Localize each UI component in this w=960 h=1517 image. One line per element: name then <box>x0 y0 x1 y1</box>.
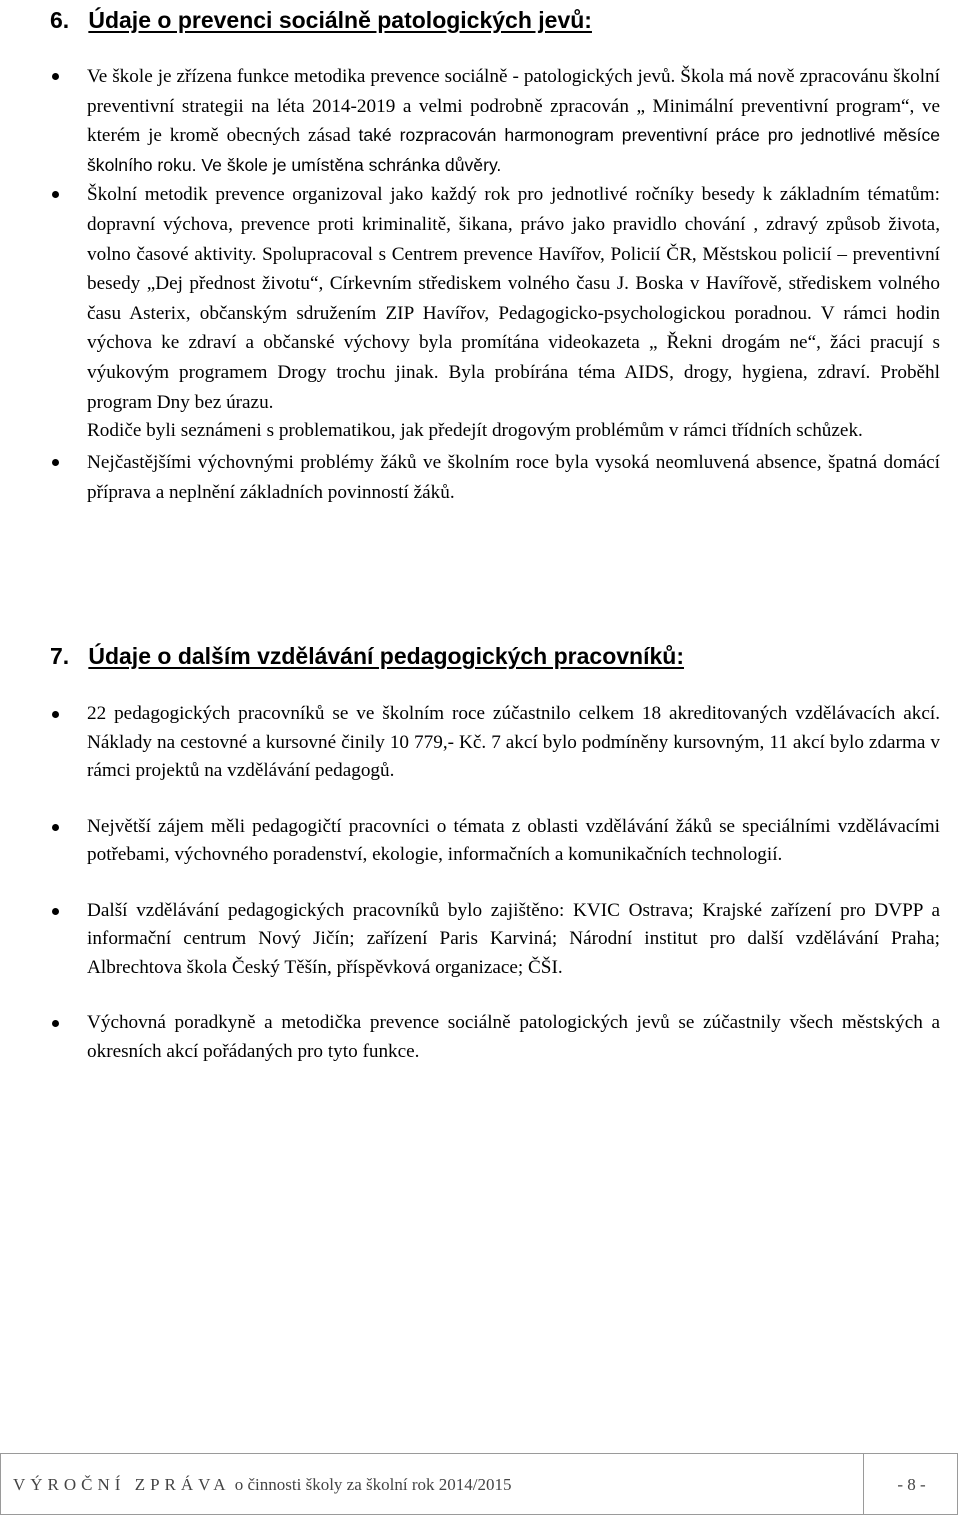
section-7-number: 7. <box>50 643 70 669</box>
list-item <box>0 448 960 507</box>
bullet-icon <box>52 1020 59 1027</box>
item-text: Největší zájem měli pedagogičtí pracovníci o témata z oblasti vzdělávání žáků se speciálními vzdělávacími potřebami, výchovného poradenství, ekologie, informačních a komunikačních technologií. <box>87 815 940 865</box>
item-text: Ve škole je zřízena funkce metodika prevence sociálně - patologických jevů. Škola má nově zpracovánu školní preventivní strategii na léta 2014-2019 a velmi podrobně zpracován „ Minimální preventivní program“, ve kterém je kromě obecných zásad <box>87 66 940 147</box>
item-text-sans: také rozpracován harmonogram preventivní práce pro jednotlivé měsíce školního roku. Ve škole je umístěna schránka důvěry. <box>87 125 941 175</box>
section-7-title: Údaje o dalším vzdělávání pedagogických pracovníků: <box>88 643 684 669</box>
item-text: Výchovná poradkyně a metodička prevence sociálně patologických jevů se zúčastnily všech městských a okresních akcí pořádaných pro tyto funkce. <box>87 1012 940 1062</box>
bullet-icon <box>52 711 59 718</box>
bullet-icon <box>52 73 59 80</box>
section-6-heading <box>50 6 592 34</box>
section-6-number: 6. <box>50 7 70 33</box>
footer-report-info <box>13 1474 511 1496</box>
item-text: Nejčastějšími výchovnými problémy žáků ve školním roce byla vysoká neomluvená absence, špatná domácí příprava a neplnění základních povinností žáků. <box>87 452 940 503</box>
section-6-title: Údaje o prevenci sociálně patologických jevů: <box>88 7 592 33</box>
list-item <box>0 62 960 180</box>
bullet-icon <box>52 191 59 198</box>
item-paragraph: Rodiče byli seznámeni s problematikou, jak předejít drogovým problémům v rámci třídních schůzek. <box>87 420 863 442</box>
list-item <box>0 813 960 870</box>
item-text: 22 pedagogických pracovníků se ve školním roce zúčastnilo celkem 18 akreditovaných vzdělávacích akcí. Náklady na cestovné a kursovné činily 10 779,- Kč. 7 akcí bylo podmíněny kursovným, 11 akcí bylo zdarma v rámci projektů na vzdělávání pedagogů. <box>87 703 940 781</box>
bullet-icon <box>52 908 59 915</box>
section-7-list <box>0 700 960 1093</box>
list-item <box>0 1009 960 1066</box>
item-text: Školní metodik prevence organizoval jako každý rok pro jednotlivé ročníky besedy k základním tématům: dopravní výchova, prevence proti kriminalitě, šikana, právo jako pravidlo chování , zdravý způsob života, volno časové aktivity. Spolupracoval s Centrem prevence Havířov, Policií ČR, Městskou policií – preventivní besedy „Dej přednost životu“, Církevním střediskem volného času J. Boska v Havířově, střediskem volného času Asterix, občanským sdružením ZIP Havířov, Pedagogicko-psychologickou poradnou. V rámci hodin výchova ke zdraví a občanské výchovy byla promítána videokazeta „ Řekni drogám ne“, žáci pracují s výukovým programem Drogy trochu jinak. Byla probírána téma AIDS, drogy, hygiena, zdraví. Proběhl program Dny bez úrazu. <box>87 184 940 413</box>
page-footer <box>0 1453 958 1515</box>
bullet-icon <box>52 824 59 831</box>
list-item <box>0 700 960 786</box>
bullet-icon <box>52 459 59 466</box>
section-6-list <box>0 62 960 507</box>
footer-report-subtitle: o činnosti školy za školní rok 2014/2015 <box>234 1475 512 1494</box>
footer-report-label: VÝROČNÍ ZPRÁVA <box>13 1475 231 1494</box>
item-text: Další vzdělávání pedagogických pracovníků bylo zajištěno: KVIC Ostrava; Krajské zařízení pro DVPP a informační centrum Nový Jičín; zařízení Paris Karviná; Národní institut pro další vzdělávání Praha; Albrechtova škola Český Těšín, příspěvková organizace; ČŠI. <box>87 899 940 978</box>
section-7-heading <box>50 642 684 670</box>
list-item <box>0 897 960 983</box>
list-item <box>0 180 960 445</box>
page-number: - 8 - <box>897 1475 926 1494</box>
